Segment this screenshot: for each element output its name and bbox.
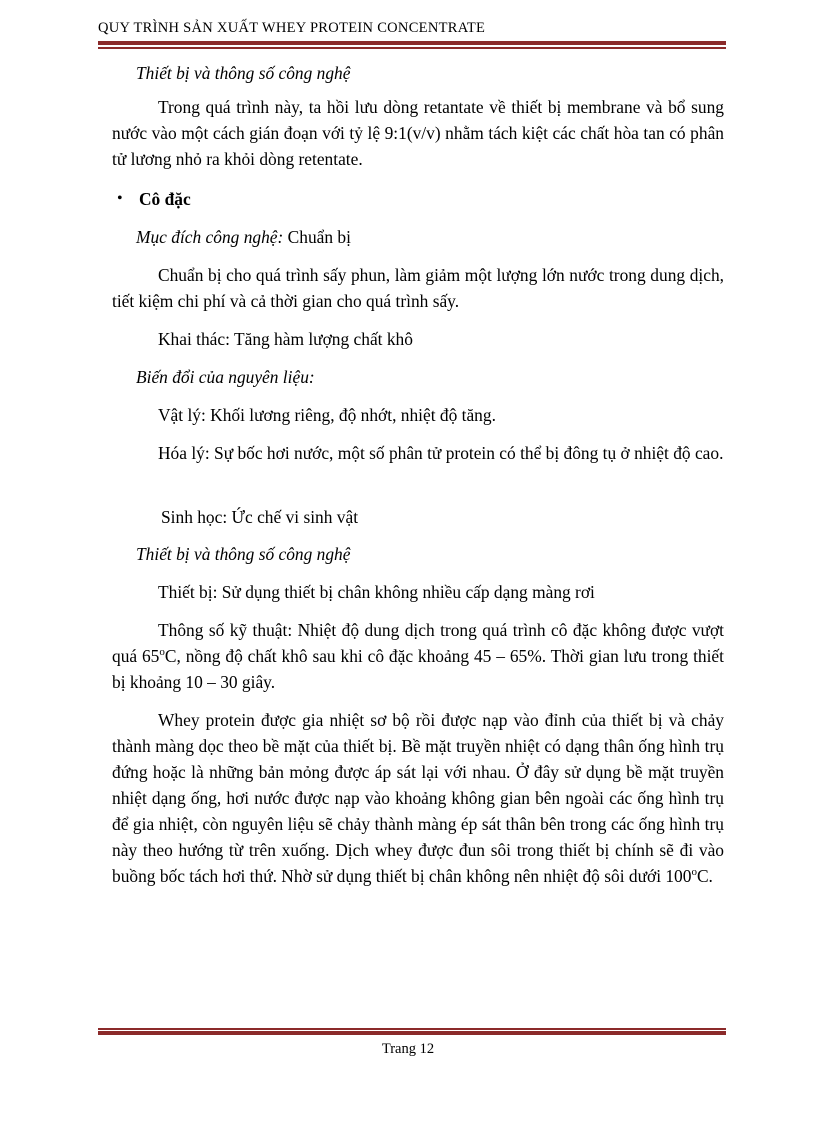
process-degree: o bbox=[691, 866, 697, 879]
paragraph-equipment: Thiết bị: Sử dụng thiết bị chân không nhiều cấp dạng màng rơi bbox=[158, 582, 595, 602]
paragraph-preparation: Chuẩn bị cho quá trình sấy phun, làm giảm một lượng lớn nước trong dung dịch, tiết kiệm chi phí và cả thời gian cho quá trình sấy. bbox=[112, 265, 724, 311]
process-text-a: Whey protein được gia nhiệt sơ bộ rồi được nạp vào đỉnh của thiết bị và chảy thành màng dọc theo bề mặt của thiết bị. Bề mặt truyền nhiệt có dạng thân ống hình trụ đứng hoặc là những bản mỏng được áp sát lại với nhau. Ở đây sử dụng bề mặt truyền nhiệt dạng ống, hơi nước được nạp vào khoảng không gian bên ngoài các ống hình trụ để gia nhiệt, còn nguyên liệu sẽ chảy thành màng ép sát thân bên trong các ống hình trụ này theo hướng từ trên xuống. Dịch whey được đun sôi trong thiết bị chính sẽ đi vào buồng bốc tách hơi thứ. Nhờ sử dụng thiết bị chân không nên nhiệt độ sôi dưới 100 bbox=[112, 710, 724, 886]
paragraph-physicochemical: Hóa lý: Sự bốc hơi nước, một số phân tử protein có thể bị đông tụ ở nhiệt độ cao. bbox=[158, 443, 724, 463]
paragraph-physical: Vật lý: Khối lương riêng, độ nhớt, nhiệt độ tăng. bbox=[158, 405, 496, 425]
section-heading-equipment: Thiết bị và thông số công nghệ bbox=[136, 63, 351, 83]
purpose-label: Mục đích công nghệ: bbox=[136, 227, 284, 247]
paragraph-retentate: Trong quá trình này, ta hồi lưu dòng retantate về thiết bị membrane và bổ sung nước vào một cách gián đoạn với tỷ lệ 9:1(v/v) nhằm tách kiệt các chất hòa tan có phân tử lương nhỏ ra khỏi dòng retentate. bbox=[112, 97, 724, 169]
header-rule bbox=[98, 41, 726, 45]
purpose-line bbox=[136, 224, 351, 250]
bullet-icon: • bbox=[117, 190, 123, 207]
section-heading-equipment-2: Thiết bị và thông số công nghệ bbox=[136, 544, 351, 564]
footer-rule-thin bbox=[98, 1028, 726, 1030]
paragraph-biological: Sinh học: Ức chế vi sinh vật bbox=[161, 507, 359, 527]
purpose-value: Chuẩn bị bbox=[283, 227, 351, 247]
paragraph-specifications bbox=[112, 617, 724, 695]
bullet-title: Cô đặc bbox=[139, 189, 191, 209]
header-title: QUY TRÌNH SẢN XUẤT WHEY PROTEIN CONCENTRATE bbox=[98, 20, 486, 36]
footer-rule bbox=[98, 1031, 726, 1035]
spec-degree: o bbox=[159, 646, 165, 659]
paragraph-exploitation: Khai thác: Tăng hàm lượng chất khô bbox=[158, 329, 413, 349]
spec-text-b: C, nồng độ chất khô sau khi cô đặc khoảng 45 – 65%. Thời gian lưu trong thiết bị khoảng 10 – 30 giây. bbox=[112, 646, 724, 692]
header-rule-thin bbox=[98, 47, 726, 49]
process-text-b: C. bbox=[696, 866, 713, 886]
paragraph-process bbox=[112, 707, 724, 889]
page-number: Trang 12 bbox=[381, 1041, 435, 1057]
section-heading-material-changes: Biến đổi của nguyên liệu: bbox=[136, 367, 315, 387]
spec-text-a: Thông số kỹ thuật: Nhiệt độ dung dịch trong quá trình cô đặc không được vượt quá 65 bbox=[112, 620, 724, 666]
